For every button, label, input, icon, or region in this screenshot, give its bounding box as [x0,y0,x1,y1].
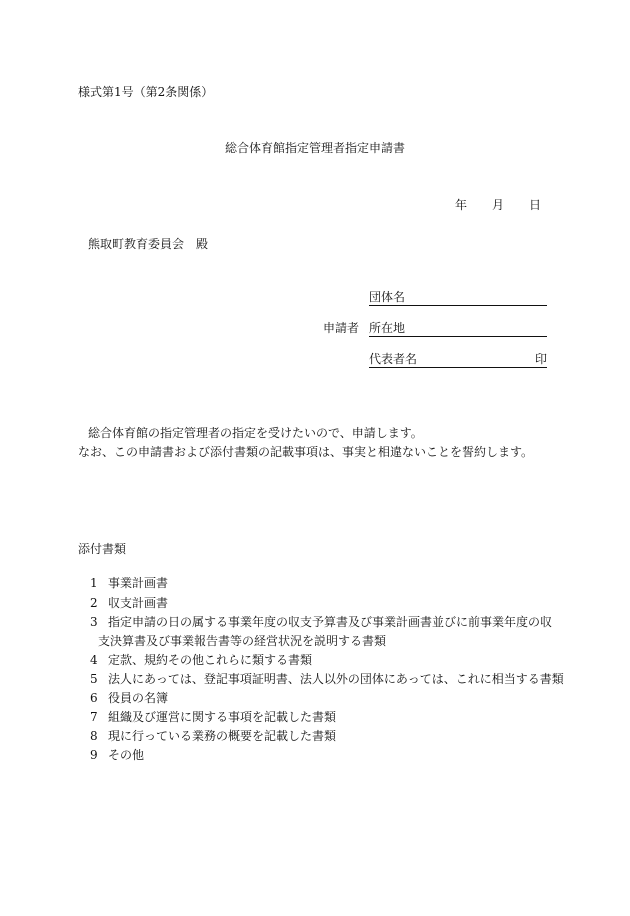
address-label: 所在地 [369,321,406,335]
list-item [90,575,168,591]
list-item [90,671,564,687]
org-name-label: 団体名 [369,290,406,304]
item-text: 指定申請の日の属する事業年度の収支予算書及び事業計画書並びに前事業年度の収 [108,615,553,629]
item-text: 現に行っている業務の概要を記載した書類 [108,729,337,743]
representative-label: 代表者名 [369,352,418,366]
address-field [369,320,547,337]
body-paragraph-1: 総合体育館の指定管理者の指定を受けたいので、申請します。 [88,426,423,440]
list-item-continuation: 支決算書及び事業報告書等の経営状況を説明する書類 [98,634,387,648]
attachments-heading: 添付書類 [78,542,127,556]
list-item [90,747,144,763]
item-text: 定款、規約その他これらに類する書類 [108,653,313,667]
seal-mark: 印 [534,352,547,366]
item-number: 3 [90,615,98,629]
item-number: 9 [90,748,98,762]
item-number: 8 [90,729,98,743]
addressee: 熊取町教育委員会 殿 [88,237,209,251]
list-item [90,595,168,611]
item-text: 事業計画書 [108,576,169,590]
representative-field [369,351,547,368]
item-text: その他 [108,748,145,762]
item-text: 法人にあっては、登記事項証明書、法人以外の団体にあっては、これに相当する書類 [108,672,564,686]
form-label: 様式第1号（第2条関係） [78,85,214,99]
date-day: 日 [529,198,542,212]
item-number: 5 [90,672,98,686]
document-title: 総合体育館指定管理者指定申請書 [225,141,406,155]
item-text: 収支計画書 [108,596,169,610]
list-item [90,709,336,725]
date-month: 月 [492,198,505,212]
item-number: 2 [90,596,98,610]
item-number: 1 [90,576,98,590]
list-item [90,690,168,706]
applicant-label: 申請者 [323,321,360,335]
date-year: 年 [455,198,468,212]
item-text: 役員の名簿 [108,691,169,705]
list-item [90,614,552,630]
item-number: 4 [90,653,98,667]
item-number: 7 [90,710,98,724]
list-item [90,728,336,744]
list-item [90,652,312,668]
item-number: 6 [90,691,98,705]
body-paragraph-2: なお、この申請書および添付書類の記載事項は、事実と相違ないことを誓約します。 [78,445,534,459]
org-name-field [369,289,547,306]
item-text: 組織及び運営に関する事項を記載した書類 [108,710,337,724]
